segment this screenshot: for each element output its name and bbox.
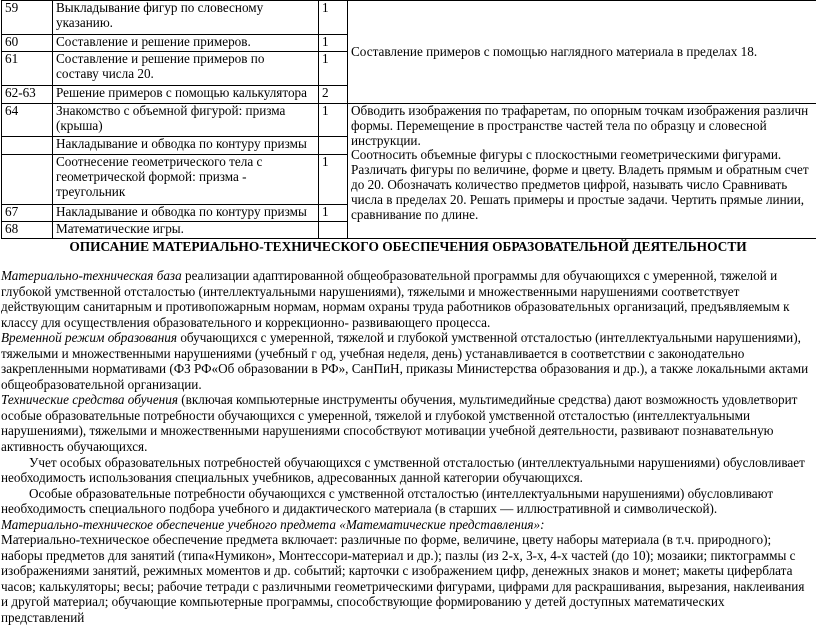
content-cell-calc [348, 1, 816, 104]
row-topic: Математические игры. [53, 222, 319, 239]
row-hours: 1 [319, 52, 348, 86]
text-line: глубокой умственной отсталостью (интеллектуальными нарушениями), тяжелыми и множественными нарушениями соответствует [1, 284, 816, 300]
italic-term: Временной режим образования [1, 330, 177, 345]
row-number: 62-63 [2, 86, 53, 104]
text-line: Временной режим образования обучающихся с умеренной, тяжелой и глубокой умственной отсталостью (интеллектуальными нарушениями), [1, 330, 816, 346]
text-line: Технические средства обучения (включая компьютерные инструменты обучения, мультимедийные средства) дают возможность удовлетворит [1, 392, 816, 408]
table-row [2, 104, 816, 137]
row-hours [319, 222, 348, 239]
row-number: 61 [2, 52, 53, 86]
text-line: необходимость использования специальных учебников, адресованных данной категории обучающихся. [1, 470, 816, 486]
text-line: активность обучающихся. [1, 439, 816, 455]
text-line: классу для осуществления образовательного и коррекционно- развивающего процесса. [1, 315, 816, 331]
italic-term: Материально-техническое обеспечение учебного предмета «Математические представления»: [1, 517, 545, 532]
row-topic: Соотнесение геометрического тела с геометрической формой: призма - треугольник [53, 155, 319, 205]
body-text [1, 268, 816, 626]
text-line: наборы предметов для занятий (типа«Нумикон», Монтессори-материал и др.); пазлы (из 2-х, 3-х, 4-х частей (до 10); мозаики; пиктограммы с [1, 548, 816, 564]
text-line: часов; калькуляторы; весы; рабочие тетради с различными геометрическими фигурами, цифрами для раскрашивания, вырезания, наклеивания [1, 579, 816, 595]
text-line: и другой материал; обучающие компьютерные программы, способствующие формированию у детей доступных математических [1, 594, 816, 610]
text-line: представлений [1, 610, 816, 626]
row-number: 60 [2, 35, 53, 52]
text-line: Материально-техническое обеспечение предмета включает: различные по форме, величине, цвету наборы материала (в т.ч. природного); [1, 532, 816, 548]
row-hours: 2 [319, 86, 348, 104]
text-line: тяжелыми и множественными нарушениями (учебный г од, учебная неделя, день) устанавливается в соответствии с законодательно [1, 346, 816, 362]
row-number: 67 [2, 205, 53, 222]
text-line: Учет особых образовательных потребностей обучающихся с умственной отсталостью (интеллектуальными нарушениями) обусловливает [1, 455, 816, 471]
text-line [1, 517, 816, 533]
text-line: общеобразовательной организации. [1, 377, 816, 393]
content-cell-prism: Обводить изображения по трафаретам, по опорным точкам изображения различн формы. Перемещение в пространстве частей тела по образцу и словесной инструкции. Соотносить объемные фигуры с плоскостными геометрическими фигурами. Различать фигуры по величине, форме и цвету. Владеть прямым и обратным счет до 20. Обозначать количество предметов цифрой, называть число Сравнивать числа в пределах 20. Решать примеры и простые задачи. Чертить прямые линии, сравнивание по длине. [348, 104, 816, 239]
row-hours: 1 [319, 104, 348, 137]
text-line: изображениями занятий, режимных моментов и др. событий; карточки с изображением цифр, денежных знаков и монет; макеты циферблата [1, 563, 816, 579]
row-hours: 1 [319, 1, 348, 35]
row-number: 68 [2, 222, 53, 239]
text-line: закрепленными нормативами (ФЗ РФ«Об образовании в РФ», СанПиН, приказы Министерства образования и др.), а также локальными актами [1, 361, 816, 377]
text-line: Особые образовательные потребности обучающихся с умственной отсталостью (интеллектуальными нарушениями) обусловливают [1, 486, 816, 502]
row-topic: Накладывание и обводка по контуру призмы [53, 205, 319, 222]
row-number: 59 [2, 1, 53, 35]
text-line: особые образовательные потребности обучающихся с умеренной, тяжелой и глубокой умственной отсталостью (интеллектуальными [1, 408, 816, 424]
row-topic: Выкладывание фигур по словесному указанию. [53, 1, 319, 35]
row-hours [319, 137, 348, 155]
text-line: нарушениями), тяжелыми и множественными нарушениями способствуют мотивации учебной деятельности, развивают познавательную [1, 423, 816, 439]
lesson-plan-table [1, 0, 816, 239]
row-topic: Решение примеров с помощью калькулятора [53, 86, 319, 104]
content-text: Составление примеров с помощью наглядного материала в пределах 18. [351, 44, 757, 59]
row-hours: 1 [319, 35, 348, 52]
row-number [2, 137, 53, 155]
text-line: необходимость специального подбора учебного и дидактического материала (в старших — иллюстративной и символической). [1, 501, 816, 517]
row-number [2, 155, 53, 205]
row-hours: 1 [319, 205, 348, 222]
text-line: Материально-техническая база реализации адаптированной общеобразовательной программы для обучающихся с умеренной, тяжелой и [1, 268, 816, 284]
row-topic: Составление и решение примеров. [53, 35, 319, 52]
row-hours: 1 [319, 155, 348, 205]
row-number: 64 [2, 104, 53, 137]
row-topic: Составление и решение примеров по составу числа 20. [53, 52, 319, 86]
text-line: действующим санитарным и противопожарным нормам, нормам охраны труда работников образовательных организаций, предъявляемым к [1, 299, 816, 315]
italic-term: Технические средства обучения [1, 392, 178, 407]
row-topic: Знакомство с объемной фигурой: призма (крыша) [53, 104, 319, 137]
italic-term: Материально-техническая база [1, 268, 182, 283]
section-title: ОПИСАНИЕ МАТЕРИАЛЬНО-ТЕХНИЧЕСКОГО ОБЕСПЕЧЕНИЯ ОБРАЗОВАТЕЛЬНОЙ ДЕЯТЕЛЬНОСТИ [0, 239, 816, 255]
row-topic: Накладывание и обводка по контуру призмы [53, 137, 319, 155]
table-row [2, 1, 816, 35]
